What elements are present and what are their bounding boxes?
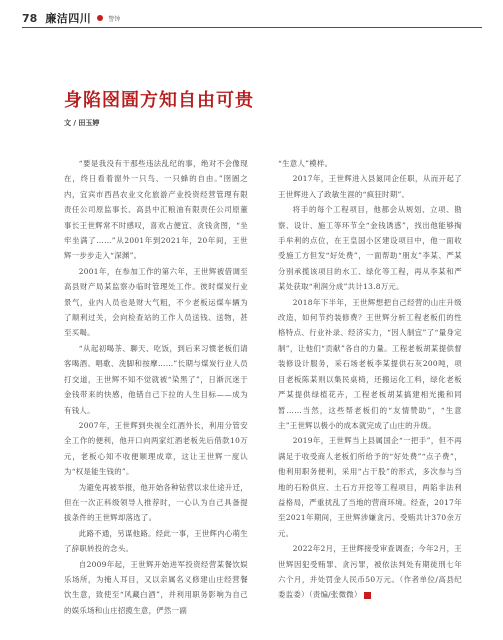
paragraph: 2001年，在参加工作的第六年，王世辉被借调至高县财产局某监察办临时管理处工作。彼时煤炭行业景气，业内人员也是财大气粗，不少老板运煤车辆为了顺利过关，会向检查站的工作人员送钱、送物，甚至买喝。 [64, 266, 248, 338]
left-column [64, 156, 248, 618]
paragraph: 为避免再被举报，他开始各种钻营以求仕途升迁，但在一次正科级领导人推荐时，一心认为自己具备提拔条件的王世辉却落选了。 [64, 482, 248, 523]
paragraph: 2007年，王世辉到央视全红酒外长，利用分管安全工作的便利，他开口向两家红酒老板先后借款10万元，老板心知不收便顺理成章，这让王世辉一度认为“权是能生钱的”。 [64, 420, 248, 477]
paragraph: “从起初喝茶、聊天、吃饭，到后来习惯老板们请客喝酒、唱歌、洗脚和按摩……”长期与煤炭行业人员打交道，王世辉不知不觉就被“染黑了”，日渐沉迷于金钱带来的快感，他错自己下拉的人生目标——成为有钱人。 [64, 343, 248, 415]
column-name: 警钟 [108, 15, 121, 23]
article-author: 文 / 田玉婷 [64, 119, 100, 127]
paragraph: 2019年，王世辉当上县属国企“一把手”，但不再满足于收受商人老板们所给予的“好处费”“点子费”，他利用职务便利，采用“占干股”的形式，多次参与当地的石粉供应、土石方开挖等工程项目，两陷非法利益格局，严重扰乱了当地的营商环境。经查，2017年至2021年期间，王世辉涉嫌贪污、受贿共计370余万元。 [278, 436, 462, 538]
paragraph: 2018年下半年，王世辉想把自己经营的山庄升级改造，如何节约装修费？王世辉分析工程老板们的性格特点、行业补录、经济实力，“因人制宜”了“量身定制”，让他们“贡献”各自的力量。工程老板胡某提供督装修设计服务，采石场老板李某提供石灰200吨，项目老板陈某则以集民桌椅，还搬运化工料，绿化老板严某提供绿植花卉，工程老板胡某搞建相光搬和同暂……当然，这些帮老板们的“友情赞助”，“生意主”王世辉以极小的成本就完成了山庄的升级。 [278, 297, 462, 430]
paragraph: 将手的每个工程项目，他都会从规划、立项、勘察、设计、施工等环节全“金钱诱惑”，找出他能够掏手牟利的点位，在王皇国小区建设项目中，他一面收受施工方但发“好处费”，一面帮助“朋友”李某、严某分别承揽该项目的水工、绿化等工程，再从李某和严某处获取“利润分成”共计13.8万元。 [278, 205, 462, 292]
paragraph: 2017年，王世辉进入县氮同企任职，从而开起了王世辉进入了政敏生涯的“疯狂时期”。 [278, 174, 462, 199]
article-title: 身陷囹圄方知自由可贵 [64, 90, 254, 111]
page-header [22, 10, 120, 26]
paragraph: 此路不通，另谋他路。经此一事，王世辉内心萌生了辞职转投的念头。 [64, 528, 248, 554]
paragraph: “要是我没有干那些违法乱纪的事，绝对不会像现在，终日看着窗外一只鸟、一只蜂的自由。”囹圄之内，宜宾市西昌农业文化旅游产业投资经营管理有限责任公司原监事长、高县中汇粮油有限责任公司原董事长王世辉常不时感叹，喜欢占便宜、贪钱贪图，“坐牢坐满了……”从2001年到2021年，20年间，王世辉一步步走入“深渊”。 [64, 159, 248, 261]
paragraph-text: 2022年2月，王世辉接受审查调查；今年2月，王世辉因犯受贿罪、贪污罪，被依法判处有期徒刑七年六个月，并处罚金人民币50万元。（作者单位/高县纪委监委）（责编/张微微） [278, 544, 462, 600]
bullet-dot-icon [97, 15, 103, 21]
end-mark-icon [364, 592, 371, 599]
header-divider [22, 27, 482, 28]
right-column [278, 156, 462, 603]
paragraph-last [278, 541, 462, 603]
paragraph: “生意人”模样。 [278, 159, 333, 168]
page-number: 78 [22, 11, 38, 25]
paragraph: 自2009年起，王世辉开始进军投资经营某餐饮娱乐场所，为掩人耳目，又以亲属名义修建山庄经营餐饮生意，致使至“风藏白酒”，并利用职务影响为自己的娱乐场和山庄招揽生意，俨然一副 [64, 559, 248, 615]
magazine-name: 廉洁四川 [45, 12, 92, 25]
